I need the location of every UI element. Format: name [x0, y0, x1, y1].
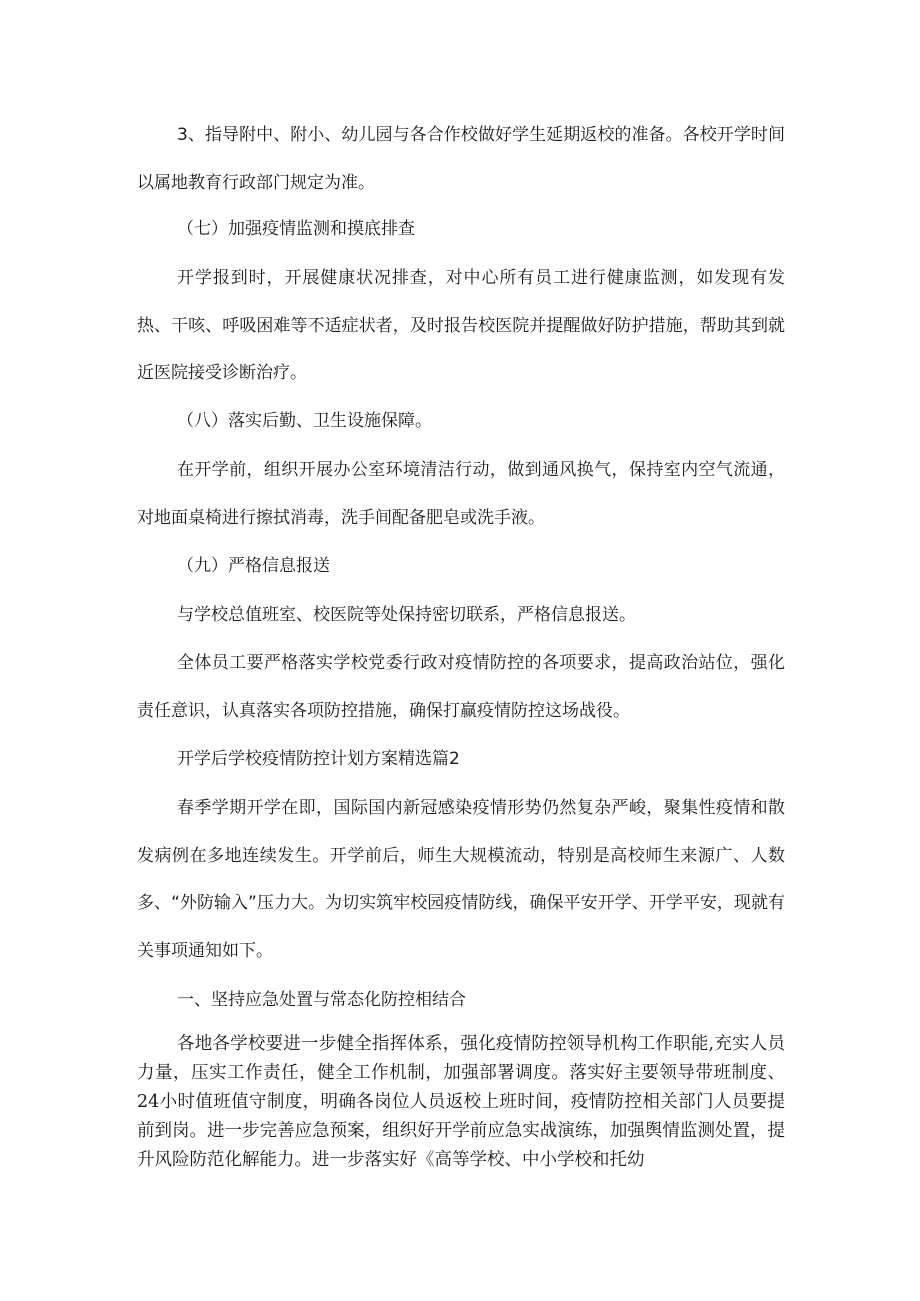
paragraph-2: 开学报到时，开展健康状况排查，对中心所有员工进行健康监测，如发现有发热、干咳、呼吸困难等不适症状者，及时报告校医院并提醒做好防护措施，帮助其到就近医院接受诊断治疗。: [137, 268, 785, 383]
paragraph-3: 在开学前，组织开展办公室环境清洁行动，做到通风换气，保持室内空气流通，对地面桌椅进行擦拭消毒，洗手间配备肥皂或洗手液。: [137, 460, 785, 528]
section-heading-7: （七）加强疫情监测和摸底排查: [177, 219, 415, 239]
section-heading-9: （九）严格信息报送: [177, 556, 330, 576]
paragraph-7: 各地各学校要进一步健全指挥体系，强化疫情防控领导机构工作职能,充实人员力量，压实工作责任，健全工作机制，加强部署调度。落实好主要领导带班制度、24小时值班值守制度，明确各岗位人员返校上班时间，疫情防控相关部门人员要提前到岗。进一步完善应急预案，组织好开学前应急实战演练，加强舆情监测处置，提升风险防范化解能力。进一步落实好《高等学校、中小学校和托幼: [137, 1034, 785, 1170]
section-heading-1: 一、坚持应急处置与常态化防控相结合: [177, 990, 466, 1010]
paragraph-5: 全体员工要严格落实学校党委行政对疫情防控的各项要求，提高政治站位，强化责任意识，认真落实各项防控措施，确保打赢疫情防控这场战役。: [137, 653, 785, 721]
article-heading: 开学后学校疫情防控计划方案精选篇2: [177, 749, 460, 769]
paragraph-6: 春季学期开学在即，国际国内新冠感染疫情形势仍然复杂严峻，聚集性疫情和散发病例在多地连续发生。开学前后，师生大规模流动，特别是高校师生来源广、人数多、“外防输入”压力大。为切实筑牢校园疫情防线，确保平安开学、开学平安，现就有关事项通知如下。: [137, 798, 785, 961]
section-heading-8: （八）落实后勤、卫生设施保障。: [177, 411, 432, 431]
paragraph-1: 3、指导附中、附小、幼儿园与各合作校做好学生延期返校的准备。各校开学时间以属地教育行政部门规定为准。: [137, 125, 785, 193]
paragraph-4: 与学校总值班室、校医院等处保持密切联系，严格信息报送。: [177, 605, 636, 625]
